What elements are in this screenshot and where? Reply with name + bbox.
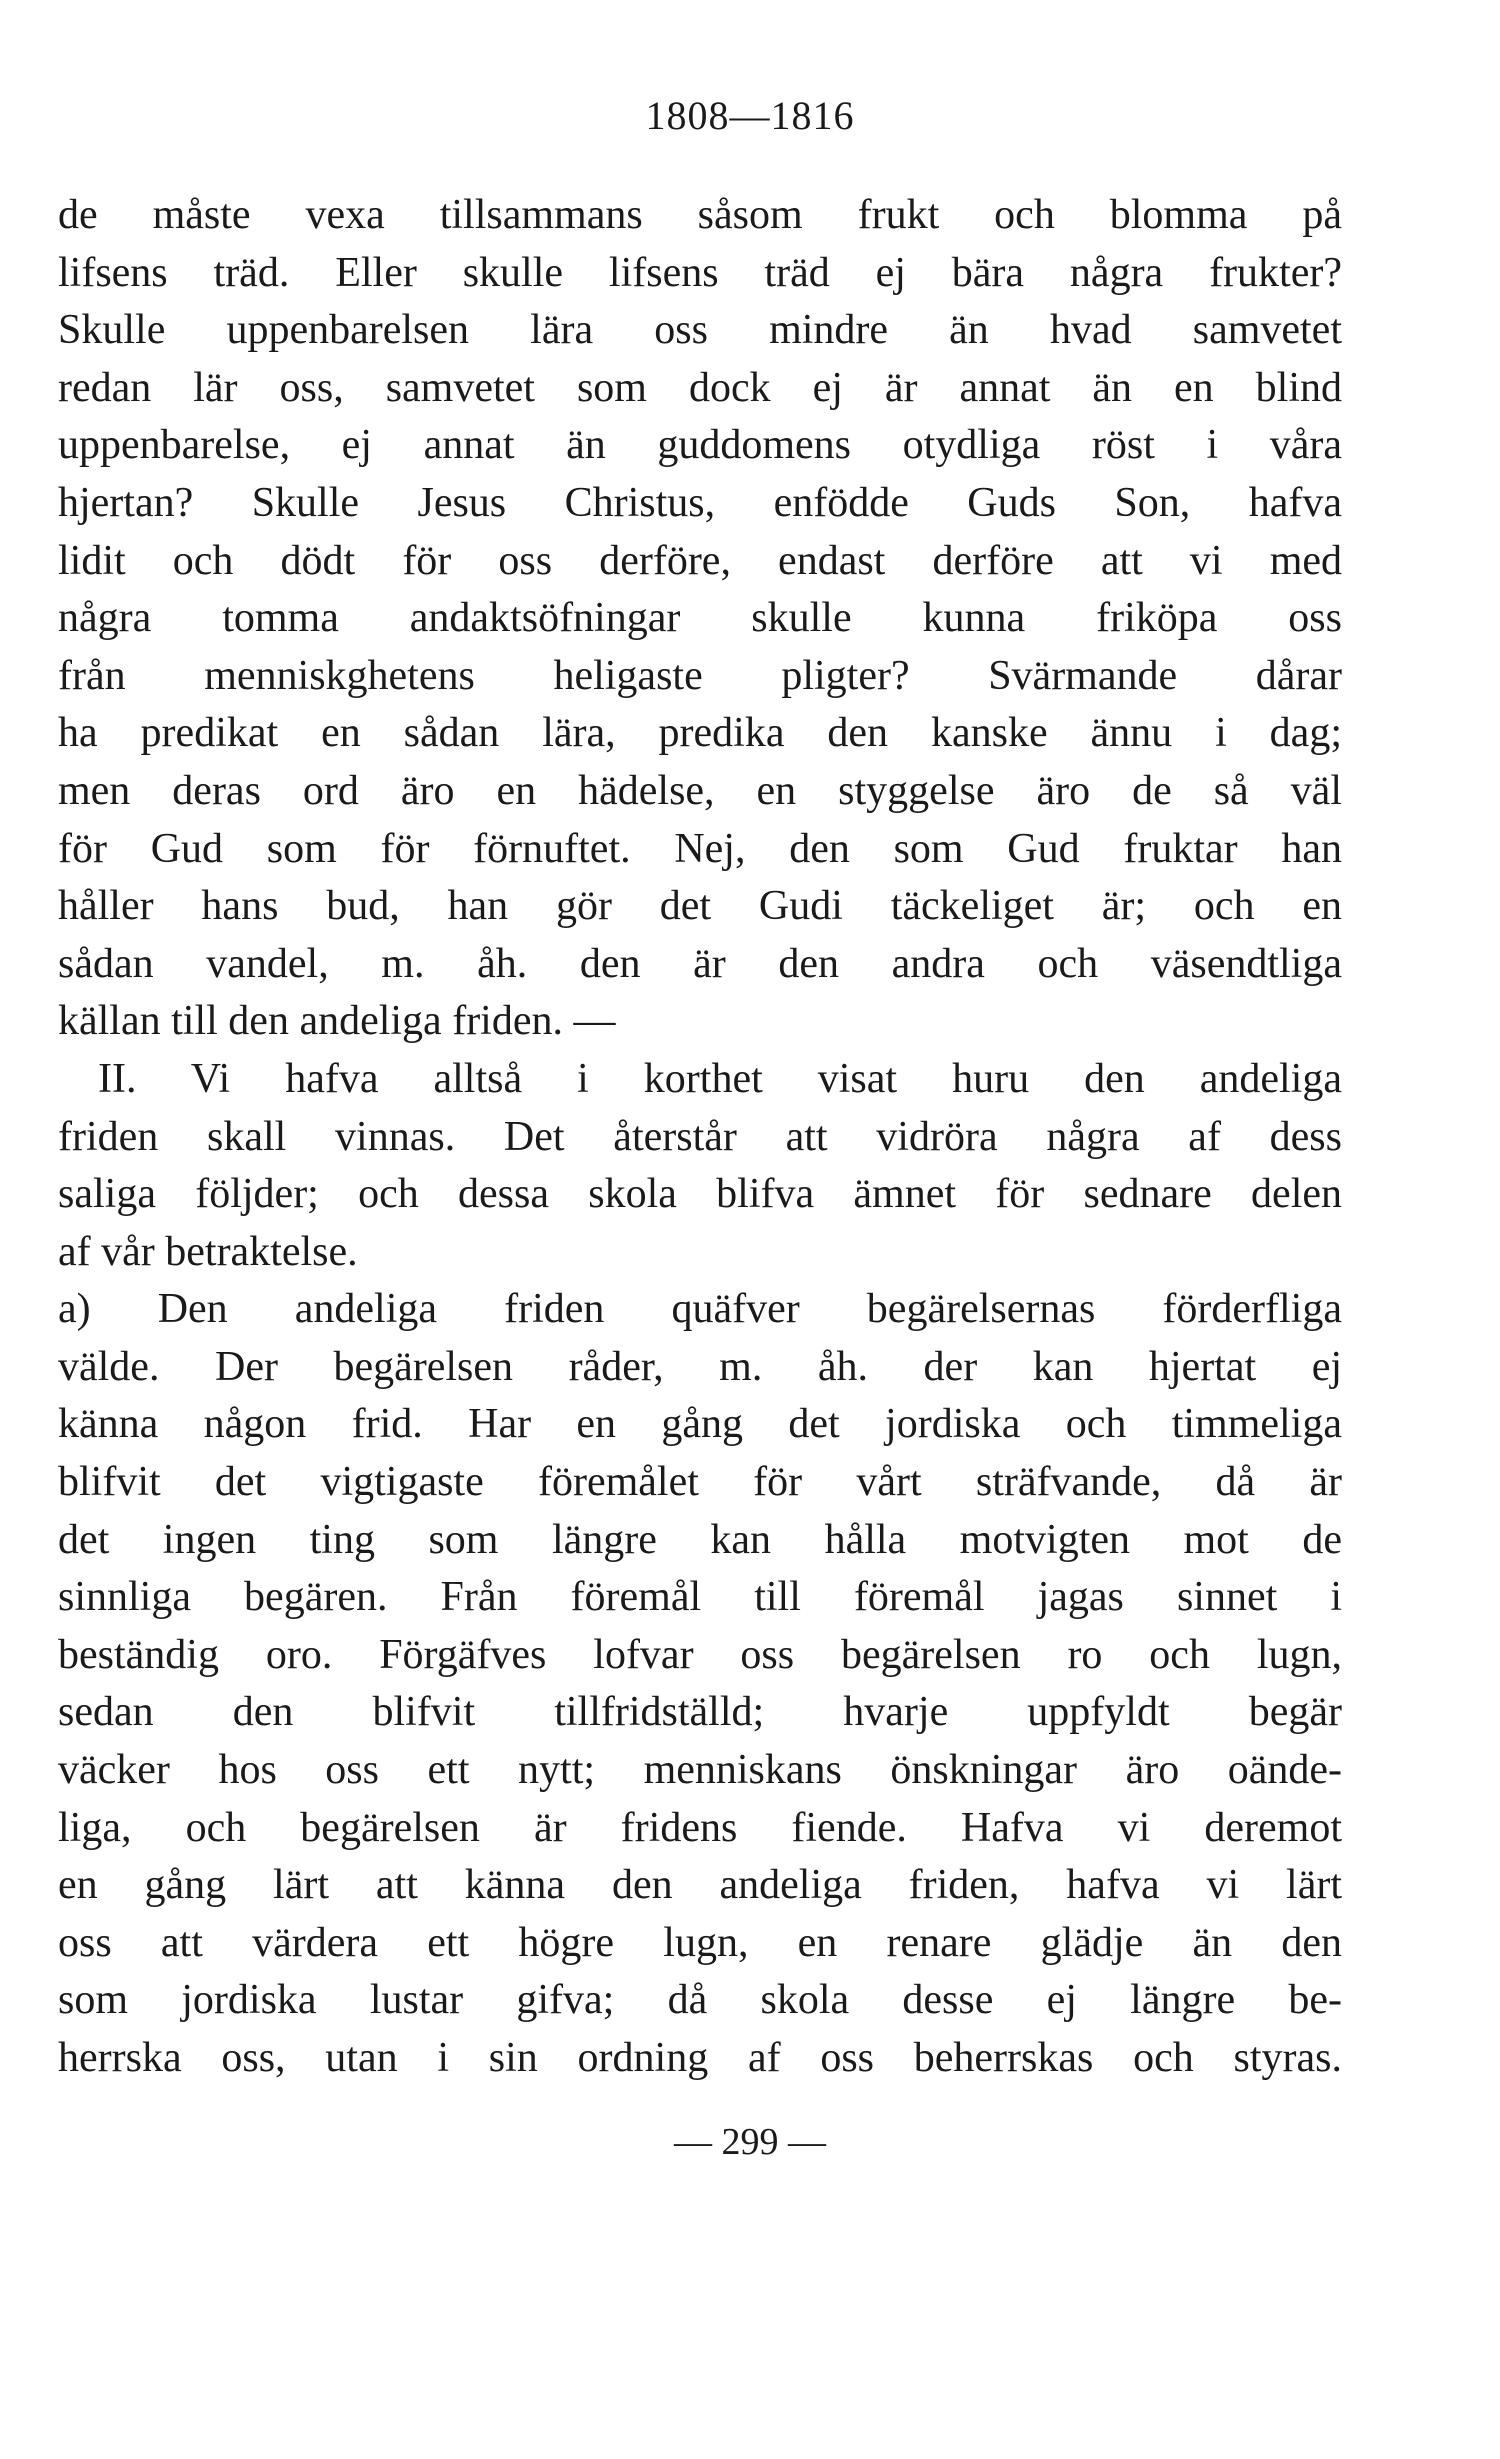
- text-line: några tomma andaktsöfningar skulle kunna friköpa oss: [58, 595, 1342, 642]
- text-line: känna någon frid. Har en gång det jordiska och timmeliga: [58, 1401, 1342, 1448]
- text-line: saliga följder; och dessa skola blifva ämnet för sednare delen: [58, 1171, 1342, 1218]
- subsection-line: a) Den andeliga friden quäfver begärelsernas förderfliga: [58, 1286, 1342, 1333]
- text-line: friden skall vinnas. Det återstår att vidröra några af dess: [58, 1113, 1342, 1160]
- text-line: lidit och dödt för oss derföre, endast derföre att vi med: [58, 537, 1342, 584]
- text-line: lifsens träd. Eller skulle lifsens träd ej bära några frukter?: [58, 249, 1342, 296]
- text-line: håller hans bud, han gör det Gudi täckeliget är; och en: [58, 883, 1342, 930]
- text-line: men deras ord äro en hädelse, en styggelse äro de så väl: [58, 767, 1342, 814]
- text-line: Skulle uppenbarelsen lära oss mindre än hvad samvetet: [58, 307, 1342, 354]
- text-line: oss att värdera ett högre lugn, en renare glädje än den: [58, 1919, 1342, 1966]
- text-line: för Gud som för förnuftet. Nej, den som Gud fruktar han: [58, 825, 1342, 872]
- text-line: från menniskghetens heligaste pligter? Svärmande dårar: [58, 652, 1342, 699]
- page-number: — 299 —: [674, 2121, 826, 2163]
- text-line: ha predikat en sådan lära, predika den kanske ännu i dag;: [58, 710, 1342, 757]
- running-head: 1808—1816: [645, 93, 855, 138]
- text-line: liga, och begärelsen är fridens fiende. Hafva vi deremot: [58, 1804, 1342, 1851]
- text-line: herrska oss, utan i sin ordning af oss beherrskas och styras.: [58, 2035, 1342, 2081]
- text-line: sinnliga begären. Från föremål till föremål jagas sinnet i: [58, 1574, 1342, 1621]
- text-line: sådan vandel, m. åh. den är den andra och väsendtliga: [58, 940, 1342, 987]
- text-line: källan till den andeliga friden. —: [58, 998, 616, 1045]
- body-text: [58, 187, 1342, 2088]
- text-line: sedan den blifvit tillfridställd; hvarje uppfyldt begär: [58, 1689, 1342, 1736]
- text-line: hjertan? Skulle Jesus Christus, enfödde Guds Son, hafva: [58, 479, 1342, 526]
- text-line: som jordiska lustar gifva; då skola desse ej längre be-: [58, 1977, 1342, 2024]
- text-line: redan lär oss, samvetet som dock ej är annat än en blind: [58, 364, 1342, 411]
- text-line: blifvit det vigtigaste föremålet för vårt sträfvande, då är: [58, 1459, 1342, 1506]
- text-line: väcker hos oss ett nytt; menniskans önskningar äro oände-: [58, 1747, 1342, 1794]
- text-line: de måste vexa tillsammans såsom frukt och blomma på: [58, 192, 1342, 238]
- text-line: af vår betraktelse.: [58, 1228, 358, 1275]
- text-line: uppenbarelse, ej annat än guddomens otydliga röst i våra: [58, 422, 1342, 469]
- section-heading-line: II. Vi hafva alltså i korthet visat huru den andeliga: [98, 1055, 1342, 1102]
- text-line: det ingen ting som längre kan hålla motvigten mot de: [58, 1516, 1342, 1563]
- text-line: en gång lärt att känna den andeliga friden, hafva vi lärt: [58, 1862, 1342, 1909]
- text-line: välde. Der begärelsen råder, m. åh. der kan hjertat ej: [58, 1343, 1342, 1390]
- text-line: beständig oro. Förgäfves lofvar oss begärelsen ro och lugn,: [58, 1631, 1342, 1678]
